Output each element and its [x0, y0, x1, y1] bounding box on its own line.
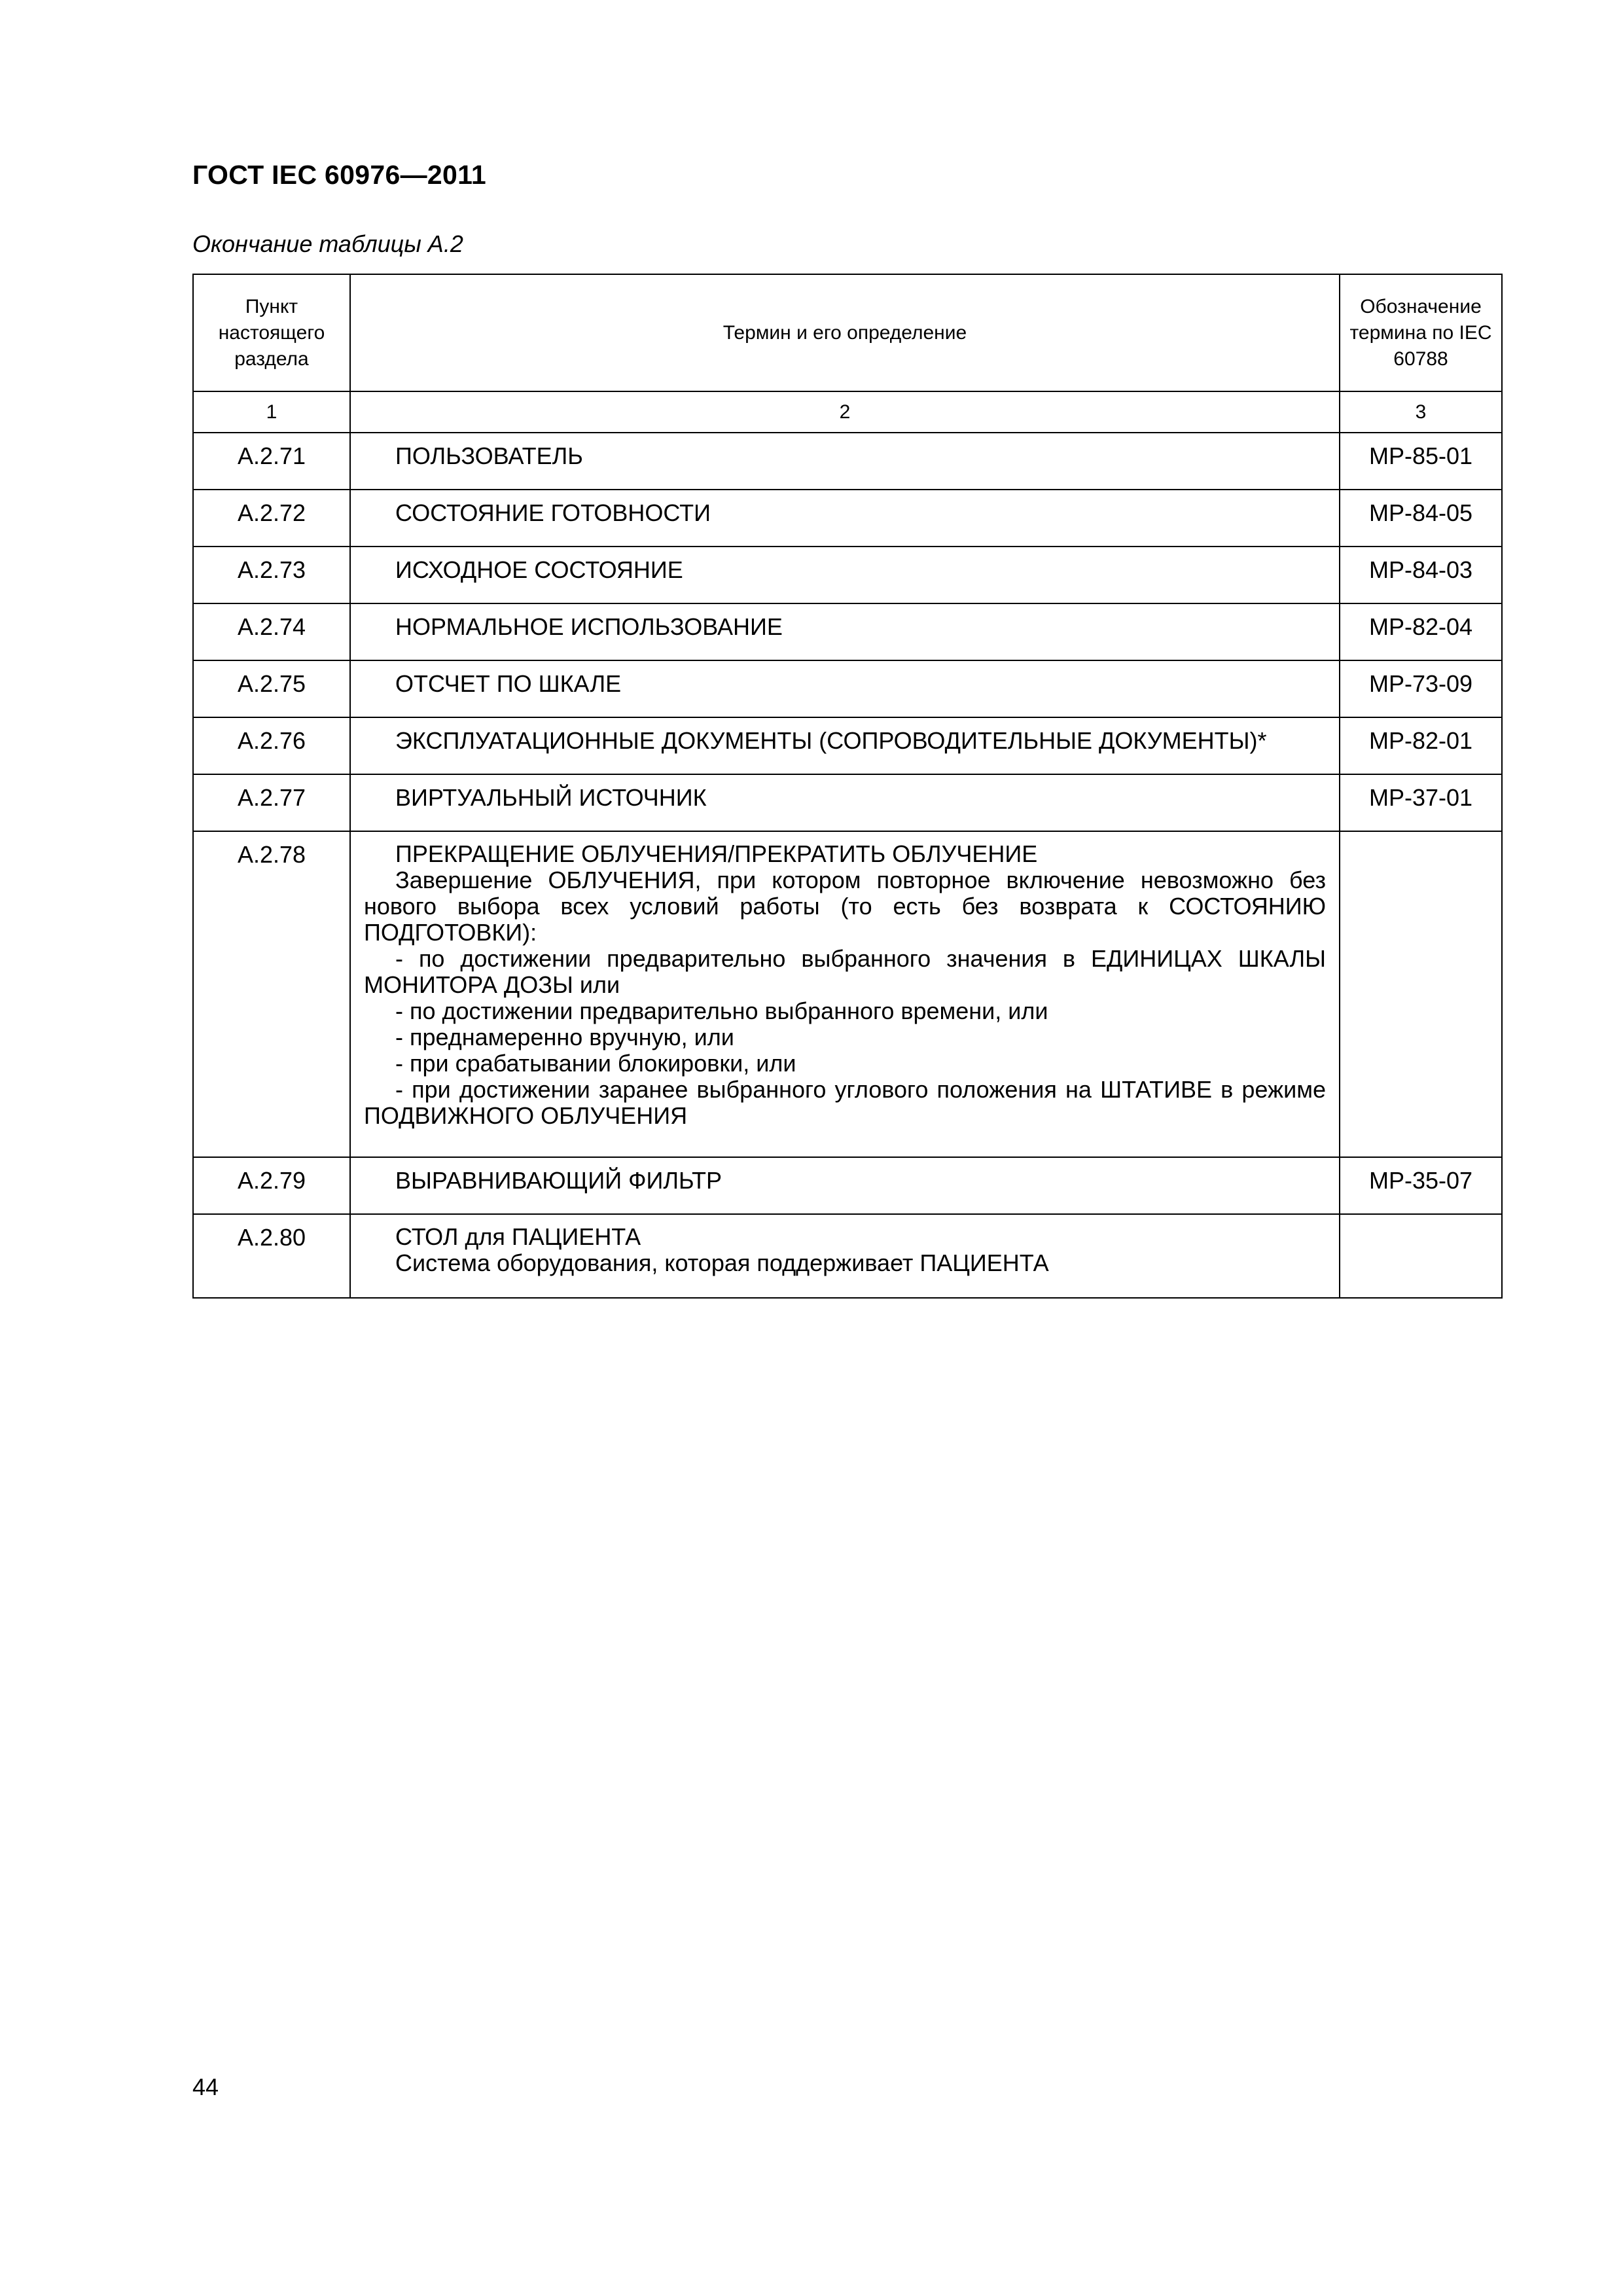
term-name: СОСТОЯНИЕ ГОТОВНОСТИ	[350, 490, 1340, 547]
iec-code: MP-84-03	[1340, 547, 1502, 603]
column-number: 3	[1340, 391, 1502, 433]
term-name: ЭКСПЛУАТАЦИОННЫЕ ДОКУМЕНТЫ (СОПРОВОДИТЕЛЬНЫЕ ДОКУМЕНТЫ)*	[350, 717, 1340, 774]
iec-code: MP-73-09	[1340, 660, 1502, 717]
term-name: ОТСЧЕТ ПО ШКАЛЕ	[350, 660, 1340, 717]
column-header-clause: Пункт настоящего раздела	[193, 274, 350, 391]
iec-code: MP-85-01	[1340, 433, 1502, 490]
terms-table	[192, 274, 1503, 1299]
clause-number: A.2.79	[193, 1157, 350, 1214]
clause-number: A.2.74	[193, 603, 350, 660]
term-name: ПРЕКРАЩЕНИЕ ОБЛУЧЕНИЯ/ПРЕКРАТИТЬ ОБЛУЧЕНИЕ	[395, 840, 1038, 867]
table-row	[193, 1214, 1502, 1298]
definition-list-item: - при срабатывании блокировки, или	[395, 1050, 796, 1077]
column-number: 2	[350, 391, 1340, 433]
definition-list-item: - по достижении предварительно выбранного значения в ЕДИНИЦАХ ШКАЛЫ МОНИТОРА ДОЗЫ или	[364, 945, 1326, 998]
table-row	[193, 433, 1502, 490]
column-header-code: Обозначение термина по IEC 60788	[1340, 274, 1502, 391]
term-name: НОРМАЛЬНОЕ ИСПОЛЬЗОВАНИЕ	[350, 603, 1340, 660]
iec-code: MP-82-01	[1340, 717, 1502, 774]
clause-number: A.2.73	[193, 547, 350, 603]
clause-number: A.2.71	[193, 433, 350, 490]
iec-code: MP-84-05	[1340, 490, 1502, 547]
clause-number: A.2.78	[193, 831, 350, 1157]
definition-paragraph: Система оборудования, которая поддерживает ПАЦИЕНТА	[395, 1249, 1049, 1276]
column-number-row	[193, 391, 1502, 433]
column-header-term: Термин и его определение	[350, 274, 1340, 391]
table-row	[193, 547, 1502, 603]
iec-code: MP-82-04	[1340, 603, 1502, 660]
table-row	[193, 490, 1502, 547]
column-number: 1	[193, 391, 350, 433]
definition-list-item: - при достижении заранее выбранного углового положения на ШТАТИВЕ в режиме ПОДВИЖНОГО ОБЛУЧЕНИЯ	[364, 1076, 1326, 1129]
term-definition-cell	[350, 831, 1340, 1157]
iec-code: MP-37-01	[1340, 774, 1502, 831]
clause-number: A.2.72	[193, 490, 350, 547]
table-header-row	[193, 274, 1502, 391]
term-name: СТОЛ для ПАЦИЕНТА	[395, 1223, 641, 1250]
definition-list-item: - по достижении предварительно выбранного времени, или	[395, 997, 1048, 1024]
page-number: 44	[192, 2073, 219, 2100]
term-name: ВЫРАВНИВАЮЩИЙ ФИЛЬТР	[350, 1157, 1340, 1214]
iec-code	[1340, 1214, 1502, 1298]
iec-code: MP-35-07	[1340, 1157, 1502, 1214]
table-caption: Окончание таблицы А.2	[192, 230, 463, 257]
definition-list-item: - преднамеренно вручную, или	[395, 1024, 734, 1050]
term-definition-cell	[350, 1214, 1340, 1298]
clause-number: A.2.76	[193, 717, 350, 774]
term-name: ВИРТУАЛЬНЫЙ ИСТОЧНИК	[350, 774, 1340, 831]
table-row	[193, 660, 1502, 717]
clause-number: A.2.75	[193, 660, 350, 717]
iec-code	[1340, 831, 1502, 1157]
definition-paragraph: Завершение ОБЛУЧЕНИЯ, при котором повторное включение невозможно без нового выбора всех условий работы (то есть без возврата к СОСТОЯНИЮ ПОДГОТОВКИ):	[364, 867, 1326, 946]
clause-number: A.2.80	[193, 1214, 350, 1298]
table-row	[193, 717, 1502, 774]
table-row	[193, 603, 1502, 660]
table-row	[193, 831, 1502, 1157]
document-title: ГОСТ IEC 60976—2011	[192, 160, 487, 190]
term-name: ПОЛЬЗОВАТЕЛЬ	[350, 433, 1340, 490]
table-row	[193, 1157, 1502, 1214]
clause-number: A.2.77	[193, 774, 350, 831]
table-row	[193, 774, 1502, 831]
term-name: ИСХОДНОЕ СОСТОЯНИЕ	[350, 547, 1340, 603]
